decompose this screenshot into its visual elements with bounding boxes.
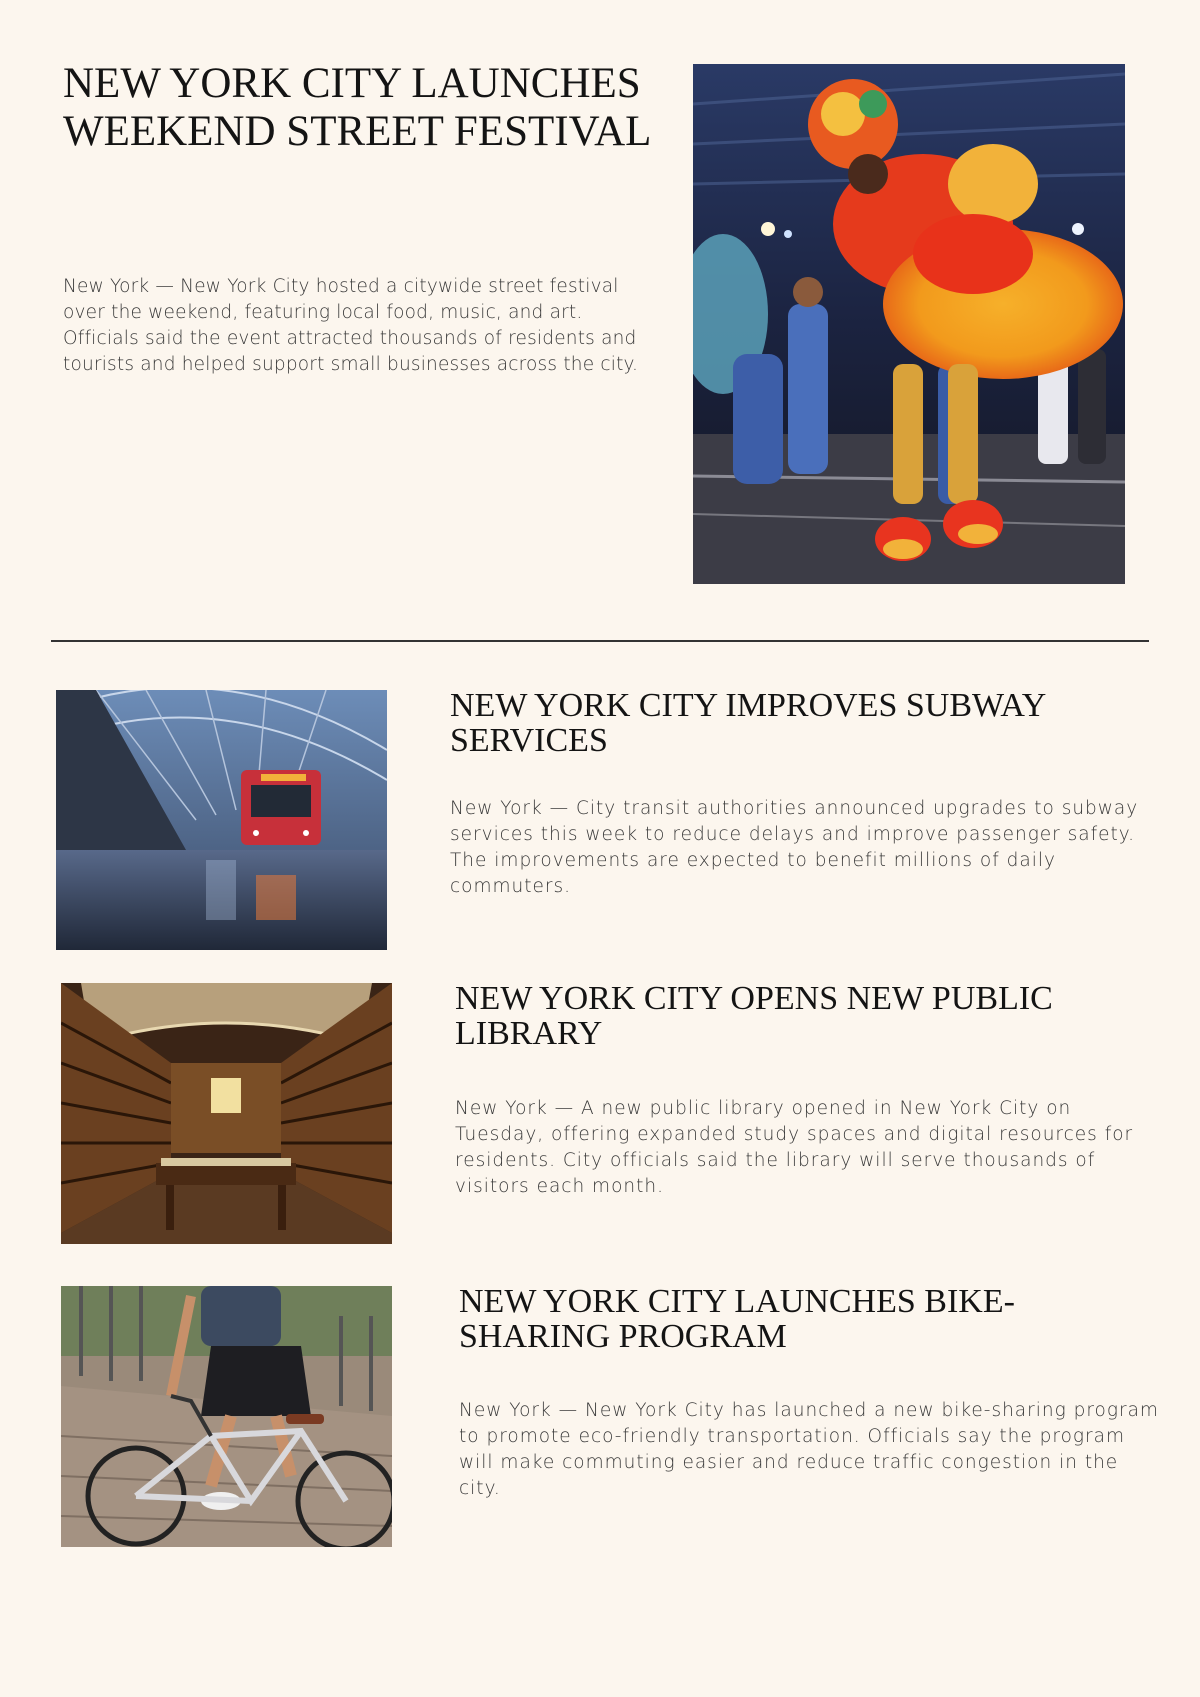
story-headline: NEW YORK CITY LAUNCHES BIKE-SHARING PROGRAM [459,1283,1015,1355]
story-body: New York — New York City has launched a new bike-sharing program to promote eco-friendly transportation. Officials say the program will make commuting easier and reduce traffic congestion in the city. [459,1400,1159,1499]
lead-headline: NEW YORK CITY LAUNCHES WEEKEND STREET FESTIVAL [63,60,652,155]
story-headline: NEW YORK CITY OPENS NEW PUBLIC LIBRARY [455,980,1053,1052]
subway-station-photo [56,690,387,950]
festival-dancer-photo [693,64,1125,584]
library-interior-photo [61,983,392,1244]
section-divider [51,640,1149,642]
bicycle-rider-photo [61,1286,392,1547]
story-headline: NEW YORK CITY IMPROVES SUBWAY SERVICES [450,687,1046,759]
story-body: New York — A new public library opened in New York City on Tuesday, offering expanded study spaces and digital resources for residents. City officials said the library will serve thousands of visitors each month. [455,1098,1134,1197]
story-body: New York — City transit authorities announced upgrades to subway services this week to reduce delays and improve passenger safety. The improvements are expected to benefit millions of daily commuters. [450,798,1139,897]
lead-article-body: New York — New York City hosted a citywide street festival over the weekend, featuring local food, music, and art. Officials said the event attracted thousands of residents and tourists and helped support small businesses across the city. [63,276,639,375]
